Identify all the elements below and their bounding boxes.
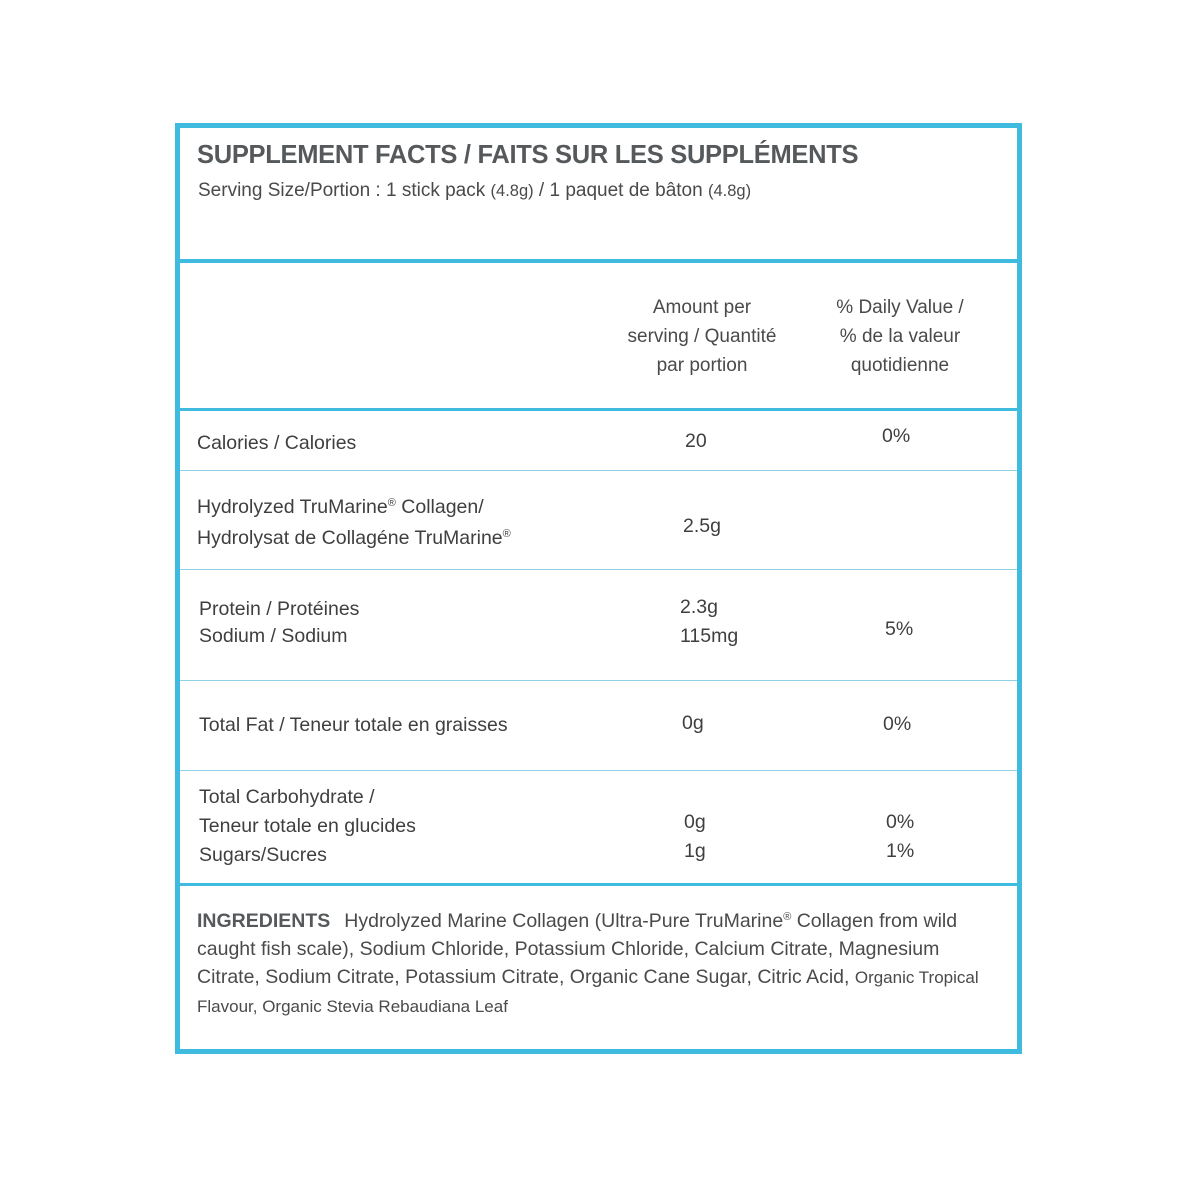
amount-heading-line: serving / Quantité xyxy=(627,326,777,347)
facts-header xyxy=(180,128,1017,263)
registered-mark: ® xyxy=(783,911,792,923)
serving-prefix: Serving Size/Portion : 1 stick pack xyxy=(198,180,486,201)
ingredients-text-3: Organic Tropical Flavour, Organic Stevia Rebaudiana Leaf xyxy=(197,968,979,1016)
dv-heading-line: % Daily Value / xyxy=(836,297,964,318)
supplement-facts-panel xyxy=(175,123,1022,1054)
calories-amount: 20 xyxy=(685,430,707,452)
daily-value-column-heading xyxy=(795,293,1005,380)
protein-amount: 2.3g xyxy=(680,596,718,618)
collagen-amount: 2.5g xyxy=(683,515,721,537)
collagen-label-fr-text: Hydrolysat de Collagéne TruMarine xyxy=(197,527,503,549)
sodium-label: Sodium / Sodium xyxy=(199,625,348,647)
sodium-amount: 115mg xyxy=(680,625,739,647)
serving-size xyxy=(198,180,751,202)
registered-mark: ® xyxy=(387,497,396,509)
amount-column-heading xyxy=(592,293,812,380)
serving-amount-en: (4.8g) xyxy=(490,182,534,200)
ingredients-section xyxy=(197,903,997,1021)
row-divider xyxy=(180,470,1017,471)
ingredients-text-1: Hydrolyzed Marine Collagen (Ultra-Pure TruMarine xyxy=(344,910,784,932)
row-divider xyxy=(180,770,1017,771)
serving-amount-fr: (4.8g) xyxy=(707,182,752,200)
collagen-label-fr xyxy=(197,521,511,552)
ingredients-divider xyxy=(180,883,1017,886)
carbs-dv: 0% xyxy=(886,811,915,833)
row-divider xyxy=(180,680,1017,681)
registered-mark: ® xyxy=(502,528,511,540)
amount-heading-line: par portion xyxy=(656,355,748,376)
fat-label: Total Fat / Teneur totale en graisses xyxy=(199,714,508,736)
carbs-label-en: Total Carbohydrate / xyxy=(199,786,375,808)
dv-heading-line: quotidienne xyxy=(850,355,950,376)
sodium-dv: 5% xyxy=(885,618,914,640)
serving-middle: / 1 paquet de bâton xyxy=(538,180,703,201)
dv-heading-line: % de la valeur xyxy=(839,326,961,347)
calories-dv: 0% xyxy=(882,425,911,447)
ingredients-text-2: Collagen from wild caught fish scale), Sodium Chloride, Potassium Chloride, Calcium Citrate, Magnesium Citrate, Sodium Citrate, Potassium Citrate, Organic Cane Sugar, Citric Acid, xyxy=(197,910,958,988)
collagen-label-en-end: Collagen/ xyxy=(395,496,484,518)
amount-heading-line: Amount per xyxy=(652,297,752,318)
carbs-label xyxy=(199,783,416,870)
collagen-label xyxy=(197,490,511,552)
sugars-amount: 1g xyxy=(684,840,706,862)
row-divider xyxy=(180,569,1017,570)
carbs-label-fr: Teneur totale en glucides xyxy=(199,815,416,837)
sugars-dv: 1% xyxy=(886,840,915,862)
carbs-amount: 0g xyxy=(684,811,706,833)
column-heading-divider xyxy=(180,408,1017,411)
collagen-label-en-text: Hydrolyzed TruMarine xyxy=(197,496,388,518)
protein-label: Protein / Protéines xyxy=(199,598,360,620)
fat-amount: 0g xyxy=(682,712,704,734)
collagen-label-en xyxy=(197,490,511,521)
fat-dv: 0% xyxy=(883,713,912,735)
ingredients-label: INGREDIENTS xyxy=(197,910,331,932)
calories-label: Calories / Calories xyxy=(197,432,357,454)
facts-title: SUPPLEMENT FACTS / FAITS SUR LES SUPPLÉMENTS xyxy=(197,141,859,169)
sugars-label: Sugars/Sucres xyxy=(199,844,327,866)
